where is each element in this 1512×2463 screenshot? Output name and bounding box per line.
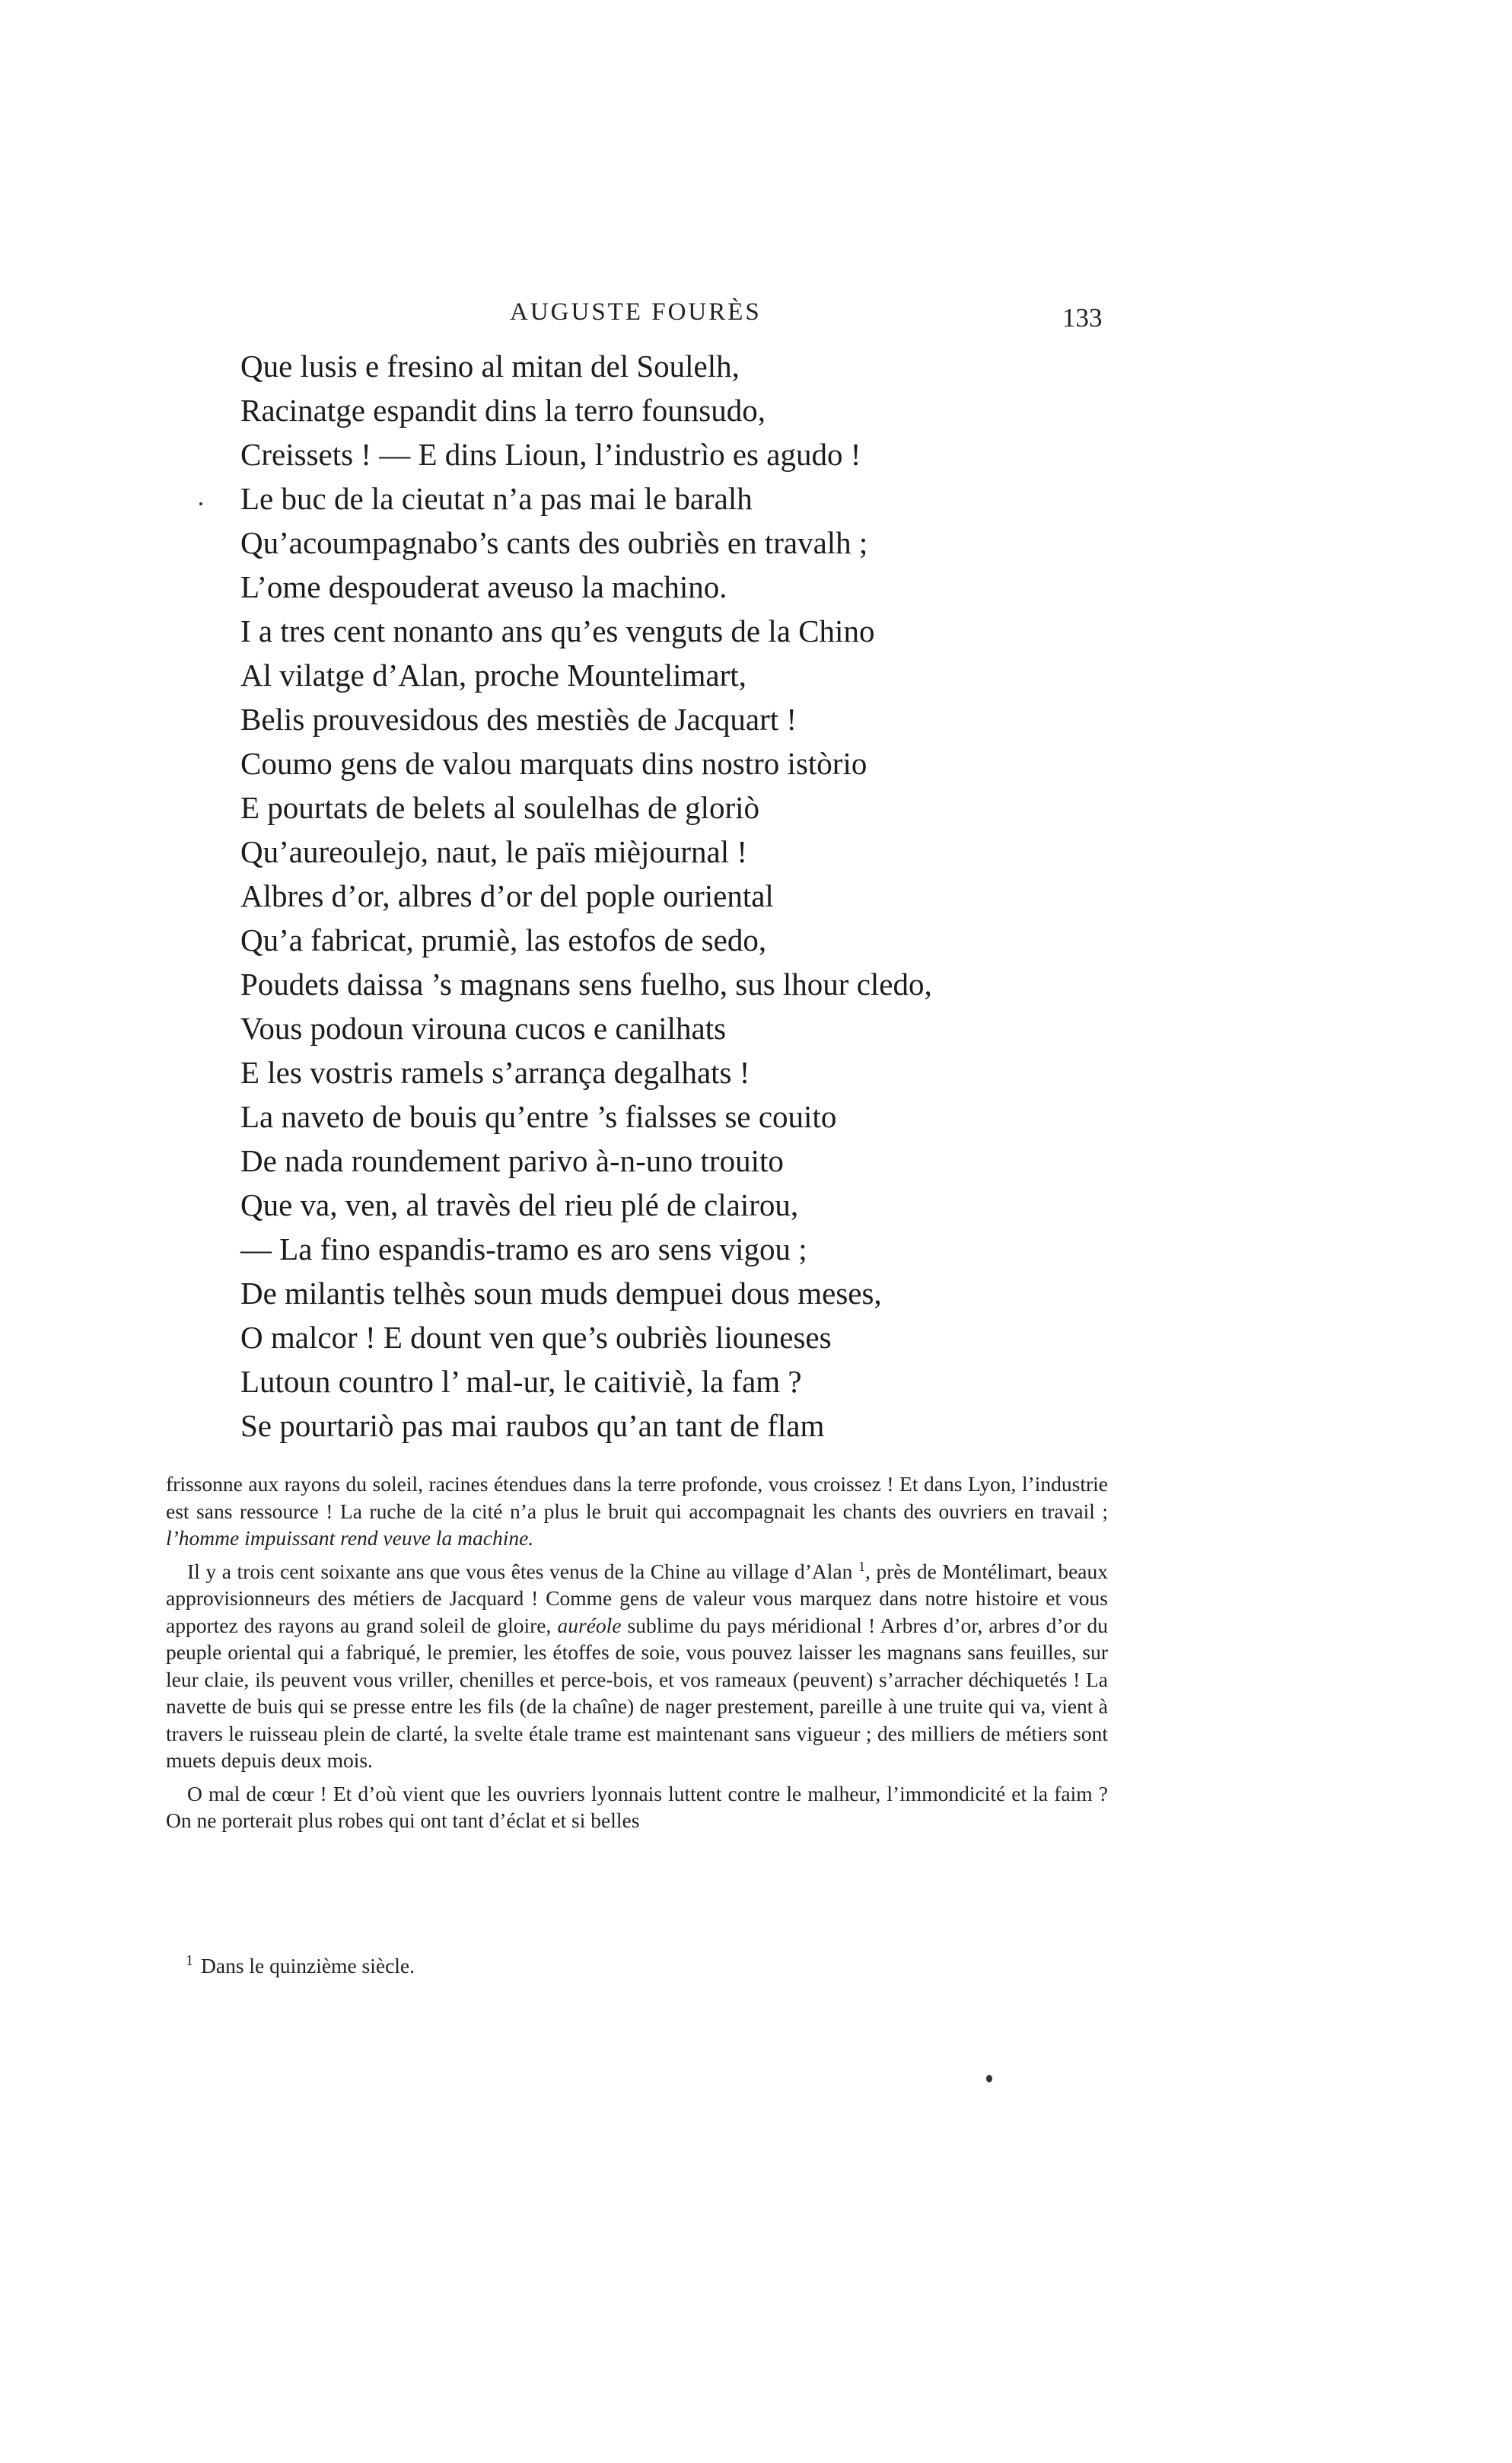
footnote-reference: 1 <box>858 1558 865 1574</box>
running-title: AUGUSTE FOURÈS <box>510 298 762 326</box>
verse-line: Le buc de la cieutat n’a pas mai le baralh <box>240 481 753 516</box>
verse-line: La naveto de bouis qu’entre ’s fialsses se couito <box>240 1099 837 1134</box>
verse-line: Coumo gens de valou marquats dins nostro istòrio <box>240 746 867 781</box>
verse-line: L’ome despouderat aveuso la machino. <box>240 569 727 604</box>
verse-line: Al vilatge d’Alan, proche Mountelimart, <box>240 658 746 693</box>
verse-line: Que lusis e fresino al mitan del Soulelh, <box>240 349 740 384</box>
translation-paragraph <box>166 1558 1108 1774</box>
translation-block <box>166 1470 1108 1840</box>
verse-line: Lutoun countro l’ mal-ur, le caitiviè, la fam ? <box>240 1364 802 1399</box>
verse-line: Se pourtariò pas mai raubos qu’an tant de flam <box>240 1408 825 1443</box>
footnote-text: Dans le quinzième siècle. <box>201 1954 415 1977</box>
ink-speck <box>199 502 202 505</box>
verse-line: Belis prouvesidous des mestiès de Jacquart ! <box>240 702 797 737</box>
footnote-mark: 1 <box>186 1952 193 1969</box>
verse-line: De nada roundement parivo à-n-uno trouito <box>240 1143 784 1178</box>
translation-text: frissonne aux rayons du soleil, racines étendues dans la terre profonde, vous croissez ! Et dans Lyon, l’industrie est sans ressource ! La ruche de la cité n’a plus le bruit qui accompagnait les chants des ouvriers en travail ; <box>166 1472 1108 1523</box>
verse-line: — La fino espandis-tramo es aro sens vigou ; <box>240 1232 807 1267</box>
translation-text: Il y a trois cent soixante ans que vous êtes venus de la Chine au village d’Alan <box>187 1559 853 1583</box>
translation-paragraph <box>166 1780 1108 1834</box>
verse-line: Creissets ! — E dins Lioun, l’industrìo es agudo ! <box>240 437 861 472</box>
verse-line: De milantis telhès soun muds dempuei dous meses, <box>240 1276 882 1311</box>
translation-paragraph <box>166 1470 1108 1552</box>
verse-line: Albres d’or, albres d’or del pople ouriental <box>240 878 774 913</box>
verse-line: Vous podoun virouna cucos e canilhats <box>240 1011 727 1046</box>
verse-line: O malcor ! E dount ven que’s oubriès liouneses <box>240 1320 832 1355</box>
verse-line: Que va, ven, al travès del rieu plé de clairou, <box>240 1187 799 1222</box>
verse-line: I a tres cent nonanto ans qu’es venguts de la Chino <box>240 613 875 648</box>
verse-line: E les vostris ramels s’arrança degalhats ! <box>240 1055 750 1090</box>
verse-line: Qu’a fabricat, prumiè, las estofos de sedo, <box>240 922 767 957</box>
verse-block <box>240 344 1138 1448</box>
verse-line: E pourtats de belets al soulelhas de gloriò <box>240 790 760 825</box>
verse-line: Racinatge espandit dins la terro founsudo, <box>240 393 766 428</box>
translation-text: , près de Montélimart, beaux approvisionneurs des métiers de Jacquard ! Comme gens de valeur vous marquez dans notre histoire et vous apportez des rayons au grand soleil de gloire, <box>166 1559 1108 1637</box>
verse-line: Qu’acoumpagnabo’s cants des oubriès en travalh ; <box>240 525 868 560</box>
ink-speck <box>986 2075 992 2082</box>
footnote <box>186 1953 415 1979</box>
translation-italic: auréole <box>557 1613 622 1637</box>
translation-text: O mal de cœur ! Et d’où vient que les ouvriers lyonnais luttent contre le malheur, l’immondicité et la faim ? On ne porterait plus robes qui ont tant d’éclat et si belles <box>166 1781 1108 1832</box>
verse-line: Poudets daissa ’s magnans sens fuelho, sus lhour cledo, <box>240 967 932 1002</box>
translation-italic: l’homme impuissant rend veuve la machine. <box>166 1526 534 1550</box>
page-number: 133 <box>1062 303 1103 333</box>
verse-line: Qu’aureoulejo, naut, le païs mièjournal ! <box>240 834 748 869</box>
translation-text: sublime du pays méridional ! Arbres d’or, arbres d’or du peuple oriental qui a fabriqué, le premier, les étoffes de soie, vous pouvez laisser les magnans sans feuilles, sur leur claie, ils peuvent vous vriller, chenilles et perce-bois, et vos rameaux (peuvent) s’arracher déchiquetés ! La navette de buis qui se presse entre les fils (de la chaîne) de nager prestement, pareille à une truite qui va, vient à travers le ruisseau plein de clarté, la svelte étale trame est maintenant sans vigueur ; des milliers de métiers sont muets depuis deux mois. <box>166 1613 1108 1772</box>
